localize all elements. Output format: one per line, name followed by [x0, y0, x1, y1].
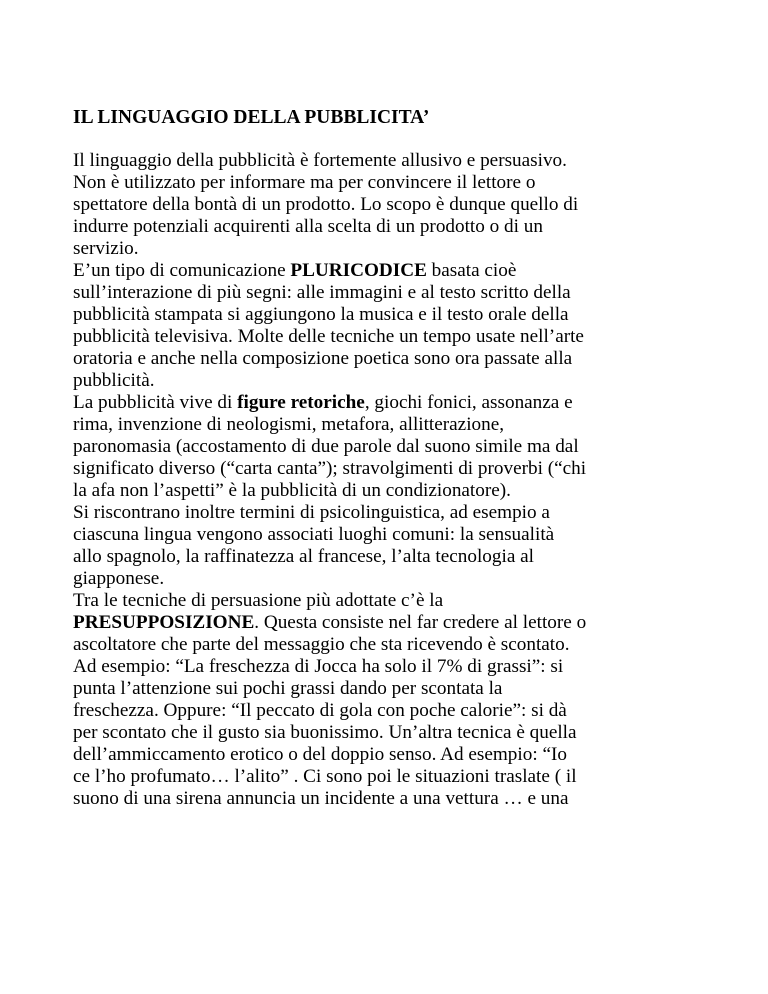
text-line	[73, 788, 713, 810]
bold-term: PRESUPPOSIZIONE	[73, 612, 255, 633]
text-line	[73, 656, 713, 678]
text-line	[73, 216, 713, 238]
text-line	[73, 700, 713, 722]
text-run: Non è utilizzato per informare ma per convincere il lettore o	[73, 172, 536, 193]
text-run: La pubblicità vive di	[73, 392, 238, 413]
text-run: spettatore della bontà di un prodotto. Lo scopo è dunque quello di	[73, 194, 579, 215]
text-line	[73, 238, 713, 260]
text-line	[73, 150, 713, 172]
text-line	[73, 722, 713, 744]
text-run: giapponese.	[73, 568, 165, 589]
text-run: ascoltatore che parte del messaggio che sta ricevendo è scontato.	[73, 634, 570, 655]
text-line	[73, 744, 713, 766]
text-line	[73, 502, 713, 524]
text-run: punta l’attenzione sui pochi grassi dando per scontata la	[73, 678, 503, 699]
text-run: allo spagnolo, la raffinatezza al francese, l’alta tecnologia al	[73, 546, 534, 567]
text-run: pubblicità televisiva. Molte delle tecniche un tempo usate nell’arte	[73, 326, 584, 347]
text-line	[73, 612, 713, 634]
text-line	[73, 304, 713, 326]
document-title: IL LINGUAGGIO DELLA PUBBLICITA’	[73, 107, 430, 128]
text-line	[73, 370, 713, 392]
text-line	[73, 546, 713, 568]
text-run: Ad esempio: “La freschezza di Jocca ha solo il 7% di grassi”: si	[73, 656, 564, 677]
text-line	[73, 194, 713, 216]
bold-term: figure retoriche	[237, 392, 365, 413]
text-run: pubblicità.	[73, 370, 155, 391]
text-run: suono di una sirena annuncia un incidente a una vettura … e una	[73, 788, 569, 809]
document-body	[73, 150, 713, 810]
text-run: basata cioè	[426, 260, 517, 281]
text-line	[73, 172, 713, 194]
text-line	[73, 260, 713, 282]
text-line	[73, 326, 713, 348]
text-run: Si riscontrano inoltre termini di psicolinguistica, ad esempio a	[73, 502, 550, 523]
text-line	[73, 678, 713, 700]
text-line	[73, 524, 713, 546]
text-run: sull’interazione di più segni: alle immagini e al testo scritto della	[73, 282, 571, 303]
text-run: oratoria e anche nella composizione poetica sono ora passate alla	[73, 348, 573, 369]
text-line	[73, 392, 713, 414]
text-line	[73, 282, 713, 304]
text-run: ciascuna lingua vengono associati luoghi comuni: la sensualità	[73, 524, 555, 545]
text-line	[73, 458, 713, 480]
text-run: Il linguaggio della pubblicità è fortemente allusivo e persuasivo.	[73, 150, 567, 171]
text-line	[73, 480, 713, 502]
text-run: significato diverso (“carta canta”); stravolgimenti di proverbi (“chi	[73, 458, 587, 479]
text-line	[73, 436, 713, 458]
text-line	[73, 568, 713, 590]
text-line	[73, 348, 713, 370]
text-run: pubblicità stampata si aggiungono la musica e il testo orale della	[73, 304, 569, 325]
text-run: paronomasia (accostamento di due parole dal suono simile ma dal	[73, 436, 579, 457]
text-line	[73, 414, 713, 436]
text-run: servizio.	[73, 238, 139, 259]
text-line	[73, 590, 713, 612]
text-run: dell’ammiccamento erotico o del doppio senso. Ad esempio: “Io	[73, 744, 567, 765]
text-run: per scontato che il gusto sia buonissimo. Un’altra tecnica è quella	[73, 722, 577, 743]
text-run: la afa non l’aspetti” è la pubblicità di un condizionatore).	[73, 480, 511, 501]
text-run: rima, invenzione di neologismi, metafora, allitterazione,	[73, 414, 505, 435]
text-run: freschezza. Oppure: “Il peccato di gola con poche calorie”: si dà	[73, 700, 567, 721]
text-run: Tra le tecniche di persuasione più adottate c’è la	[73, 590, 444, 611]
text-line	[73, 766, 713, 788]
text-line	[73, 634, 713, 656]
text-run: . Questa consiste nel far credere al lettore o	[254, 612, 587, 633]
text-run: E’un tipo di comunicazione	[73, 260, 291, 281]
text-run: indurre potenziali acquirenti alla scelta di un prodotto o di un	[73, 216, 543, 237]
text-run: ce l’ho profumato… l’alito” . Ci sono poi le situazioni traslate ( il	[73, 766, 577, 787]
bold-term: PLURICODICE	[290, 260, 427, 281]
text-run: , giochi fonici, assonanza e	[364, 392, 573, 413]
